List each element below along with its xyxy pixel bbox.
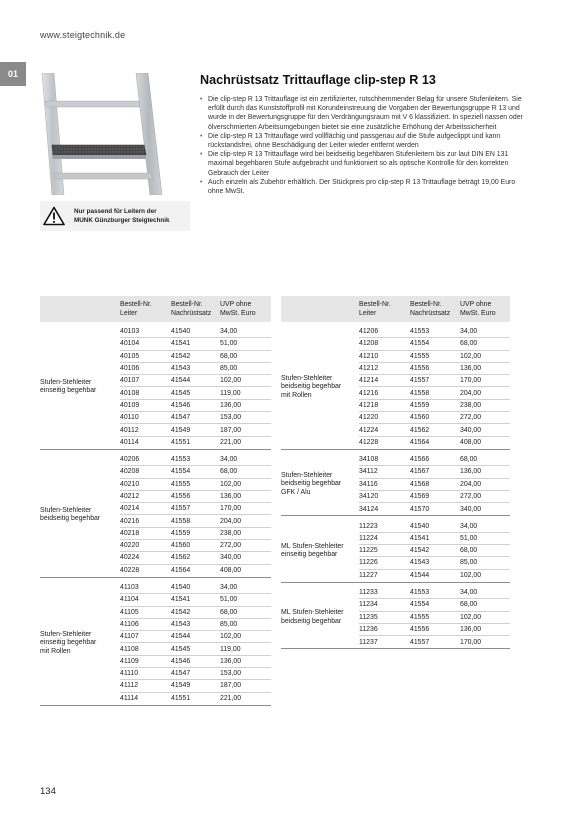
table-row <box>120 326 271 338</box>
ladder-number: 41216 <box>359 389 379 397</box>
retrofit-number: 41543 <box>410 559 430 567</box>
price-table-left <box>40 296 271 706</box>
retrofit-number: 41556 <box>410 365 430 373</box>
group-rows <box>120 326 271 449</box>
ladder-number: 40104 <box>120 340 140 348</box>
price: 68,00 <box>220 352 238 360</box>
ladder-number: 40218 <box>120 529 140 537</box>
ladder-number: 40214 <box>120 505 140 513</box>
price: 34,00 <box>220 584 238 592</box>
ladder-number: 40114 <box>120 439 139 447</box>
retrofit-number: 41545 <box>171 389 191 397</box>
feature-list <box>200 95 530 196</box>
table-row <box>120 454 271 466</box>
table-row <box>359 587 510 599</box>
retrofit-number: 41541 <box>171 596 191 604</box>
ladder-number: 11236 <box>359 625 378 633</box>
ladder-number: 41208 <box>359 340 379 348</box>
ladder-number: 11223 <box>359 522 378 530</box>
retrofit-number: 41554 <box>410 601 430 609</box>
group-label: Stufen-Stehleiter beidseitig begehbar <box>40 506 101 523</box>
ladder-number: 40108 <box>120 389 140 397</box>
page-number: 134 <box>40 786 56 797</box>
compatibility-note <box>40 201 190 231</box>
warning-triangle-icon <box>40 201 68 231</box>
retrofit-number: 41540 <box>171 584 191 592</box>
group-rows <box>359 454 510 515</box>
price: 102,00 <box>460 352 482 360</box>
table-row <box>120 491 271 503</box>
price: 340,00 <box>220 554 242 562</box>
table-row <box>120 680 271 692</box>
table-row <box>359 599 510 611</box>
product-group <box>40 582 271 706</box>
table-row <box>120 631 271 643</box>
ladder-number: 40206 <box>120 456 140 464</box>
price: 102,00 <box>220 377 242 385</box>
ladder-number: 34116 <box>359 480 378 488</box>
price: 68,00 <box>220 468 238 476</box>
retrofit-number: 41569 <box>410 493 430 500</box>
ladder-number: 41114 <box>120 695 139 703</box>
group-label: Stufen-Stehleiter beidseitig begehbar GFK / Alu <box>281 471 342 496</box>
price: 102,00 <box>460 572 482 580</box>
table-row <box>120 540 271 552</box>
table-row <box>120 565 271 577</box>
retrofit-number: 41541 <box>410 534 430 542</box>
table-row <box>359 375 510 387</box>
ladder-number: 40107 <box>120 377 140 385</box>
price: 340,00 <box>460 426 482 434</box>
product-title: Nachrüstsatz Trittauflage clip-step R 13 <box>200 73 436 87</box>
retrofit-number: 41542 <box>410 547 430 555</box>
price: 34,00 <box>460 328 478 336</box>
ladder-number: 41206 <box>359 328 379 336</box>
table-row <box>359 612 510 624</box>
table-row <box>359 400 510 412</box>
price: 68,00 <box>460 340 478 348</box>
retrofit-number: 41542 <box>171 352 191 360</box>
price: 51,00 <box>220 596 238 604</box>
retrofit-number: 41544 <box>410 572 430 580</box>
price: 34,00 <box>220 456 238 464</box>
ladder-number: 40106 <box>120 365 140 373</box>
price: 272,00 <box>220 542 242 550</box>
price: 119,00 <box>220 645 241 653</box>
column-header: UVP ohne MwSt. Euro <box>460 301 496 317</box>
price-table-right <box>281 296 510 649</box>
table-row <box>120 400 271 412</box>
retrofit-number: 41556 <box>171 493 191 500</box>
price: 136,00 <box>220 657 242 665</box>
table-row <box>359 545 510 557</box>
retrofit-number: 41568 <box>410 480 430 488</box>
retrofit-number: 41554 <box>410 340 430 348</box>
site-url[interactable]: www.steigtechnik.de <box>40 30 126 40</box>
table-row <box>120 607 271 619</box>
table-row <box>359 570 510 582</box>
retrofit-number: 41554 <box>171 468 191 476</box>
table-row <box>120 693 271 705</box>
ladder-number: 40112 <box>120 426 139 434</box>
group-label: Stufen-Stehleiter einseitig begehbar mit Rollen <box>40 630 97 655</box>
retrofit-number: 41566 <box>410 456 430 464</box>
table-row <box>359 479 510 491</box>
ladder-number: 40212 <box>120 493 140 500</box>
retrofit-number: 41542 <box>171 608 191 616</box>
feature-item: • Die clip-step R 13 Trittauflage wird vollflächig und passgenau auf die Stufe aufgeclippt und kann rückstandsfrei, ohne Beschädigung der Leiter wieder entfernt werden <box>200 132 530 150</box>
price: 408,00 <box>220 567 242 575</box>
retrofit-number: 41557 <box>410 377 430 385</box>
group-label: ML Stufen-Stehleiter einseitig begehbar <box>281 542 344 559</box>
ladder-number: 40110 <box>120 414 139 422</box>
retrofit-number: 41556 <box>410 625 430 633</box>
price: 272,00 <box>460 493 482 500</box>
ladder-number: 40208 <box>120 468 140 476</box>
column-header: UVP ohne MwSt. Euro <box>220 301 256 317</box>
ladder-number: 11224 <box>359 534 378 542</box>
table-row <box>120 437 271 449</box>
group-rows <box>120 454 271 577</box>
table-row <box>120 412 271 424</box>
compatibility-text: Nur passend für Leitern der MUNK Günzburger Steigtechnik <box>74 208 170 224</box>
table-row <box>120 515 271 527</box>
group-rows <box>120 582 271 705</box>
retrofit-number: 41567 <box>410 468 430 476</box>
table-row <box>120 582 271 594</box>
retrofit-number: 41551 <box>171 695 191 703</box>
price: 136,00 <box>220 493 242 500</box>
price: 204,00 <box>220 517 242 525</box>
table-row <box>120 668 271 680</box>
retrofit-number: 41558 <box>171 517 191 525</box>
ladder-number: 41104 <box>120 596 139 604</box>
ladder-number: 34108 <box>359 456 379 464</box>
retrofit-number: 41541 <box>171 340 191 348</box>
table-row <box>359 491 510 503</box>
ladder-number: 41105 <box>120 608 139 616</box>
retrofit-number: 41546 <box>171 657 191 665</box>
price: 85,00 <box>220 365 238 373</box>
retrofit-number: 41560 <box>410 414 430 422</box>
table-header <box>40 296 271 322</box>
price: 136,00 <box>460 625 482 633</box>
table-row <box>120 363 271 375</box>
table-row <box>120 656 271 668</box>
column-header: Bestell-Nr. Nachrüstsatz <box>171 301 212 317</box>
retrofit-number: 41557 <box>171 505 191 513</box>
table-row <box>359 363 510 375</box>
retrofit-number: 41547 <box>171 670 191 678</box>
price: 187,00 <box>220 682 242 690</box>
price: 136,00 <box>220 401 242 409</box>
retrofit-number: 41543 <box>171 365 191 373</box>
price: 238,00 <box>460 401 482 409</box>
price: 102,00 <box>220 480 242 488</box>
ladder-number: 40216 <box>120 517 140 525</box>
header-spacer <box>281 296 359 322</box>
table-row <box>359 326 510 338</box>
ladder-number: 41107 <box>120 633 139 641</box>
ladder-number: 40103 <box>120 328 140 336</box>
retrofit-number: 41557 <box>410 638 430 646</box>
table-row <box>120 387 271 399</box>
ladder-number: 11233 <box>359 589 378 597</box>
table-row <box>359 437 510 449</box>
price: 68,00 <box>220 608 238 616</box>
ladder-number: 11235 <box>359 613 378 621</box>
retrofit-number: 41553 <box>410 589 430 597</box>
table-row <box>359 636 510 648</box>
group-label: Stufen-Stehleiter einseitig begehbar <box>40 378 97 395</box>
feature-item: • Die clip-step R 13 Trittauflage wird bei beidseitig begehbaren Stufenleitern bis zur laut DIN EN 131 maximal begehbaren Stufe aufgebracht und funktioniert so als optische Kontrolle für den korrekten Gebrauch der Leiter <box>200 150 530 178</box>
feature-item: • Auch einzeln als Zubehör erhältlich. Der Stückpreis pro clip-step R 13 Trittauflage beträgt 19,00 Euro ohne MwSt. <box>200 178 530 196</box>
retrofit-number: 41553 <box>171 456 191 464</box>
table-row <box>359 387 510 399</box>
ladder-number: 34112 <box>359 468 378 476</box>
group-rows <box>359 520 510 581</box>
ladder-number: 41220 <box>359 414 379 422</box>
price: 153,00 <box>220 670 242 678</box>
price: 85,00 <box>220 620 238 628</box>
table-row <box>120 503 271 515</box>
ladder-number: 34124 <box>359 505 379 513</box>
ladder-number: 41110 <box>120 670 139 678</box>
ladder-number: 41103 <box>120 584 139 592</box>
ladder-number: 11237 <box>359 638 378 646</box>
retrofit-number: 41540 <box>410 522 430 530</box>
ladder-number: 41112 <box>120 682 139 690</box>
retrofit-number: 41555 <box>410 613 430 621</box>
price: 272,00 <box>460 414 482 422</box>
table-row <box>359 412 510 424</box>
table-row <box>120 338 271 350</box>
retrofit-number: 41559 <box>410 401 430 409</box>
table-row <box>120 594 271 606</box>
ladder-number: 40228 <box>120 567 140 575</box>
retrofit-number: 41562 <box>410 426 430 434</box>
price: 34,00 <box>460 589 478 597</box>
retrofit-number: 41560 <box>171 542 191 550</box>
price: 51,00 <box>460 534 478 542</box>
price: 238,00 <box>220 529 242 537</box>
column-header: Bestell-Nr. Leiter <box>359 301 391 317</box>
ladder-number: 11226 <box>359 559 378 567</box>
ladder-number: 34120 <box>359 493 379 500</box>
group-label: ML Stufen-Stehleiter beidseitig begehbar <box>281 609 344 625</box>
price: 187,00 <box>220 426 242 434</box>
ladder-number: 41109 <box>120 657 139 665</box>
table-row <box>120 466 271 478</box>
price: 204,00 <box>460 389 482 397</box>
price: 51,00 <box>220 340 238 348</box>
retrofit-number: 41549 <box>171 682 191 690</box>
price: 102,00 <box>460 613 482 621</box>
product-group <box>40 454 271 578</box>
table-row <box>120 479 271 491</box>
ladder-number: 41108 <box>120 645 139 653</box>
column-header: Bestell-Nr. Nachrüstsatz <box>410 301 451 317</box>
table-row <box>359 520 510 532</box>
price: 153,00 <box>220 414 242 422</box>
price: 34,00 <box>460 522 478 530</box>
table-row <box>359 533 510 545</box>
ladder-number: 11234 <box>359 601 378 609</box>
price: 85,00 <box>460 559 478 567</box>
group-rows <box>359 587 510 648</box>
group-label: Stufen-Stehleiter beidseitig begehbar mit Rollen <box>281 374 342 399</box>
price: 68,00 <box>460 601 478 609</box>
price: 408,00 <box>460 439 482 447</box>
price: 170,00 <box>460 377 482 385</box>
table-row <box>120 643 271 655</box>
price: 340,00 <box>460 505 482 513</box>
ladder-number: 40109 <box>120 401 140 409</box>
ladder-number: 40210 <box>120 480 140 488</box>
ladder-number: 11227 <box>359 572 378 580</box>
table-row <box>120 351 271 363</box>
price: 119,00 <box>220 389 241 397</box>
retrofit-number: 41543 <box>171 620 191 628</box>
table-body <box>40 322 271 706</box>
ladder-number: 41214 <box>359 377 379 385</box>
table-row <box>120 528 271 540</box>
price: 204,00 <box>460 480 482 488</box>
retrofit-number: 41570 <box>410 505 430 513</box>
ladder-number: 41224 <box>359 426 379 434</box>
retrofit-number: 41544 <box>171 377 191 385</box>
product-group <box>281 454 510 516</box>
table-row <box>120 619 271 631</box>
ladder-number: 40220 <box>120 542 140 550</box>
price: 68,00 <box>460 547 478 555</box>
price: 102,00 <box>220 633 242 641</box>
product-group <box>281 326 510 450</box>
price: 136,00 <box>460 365 482 373</box>
retrofit-number: 41547 <box>171 414 191 422</box>
retrofit-number: 41546 <box>171 401 191 409</box>
retrofit-number: 41559 <box>171 529 191 537</box>
retrofit-number: 41555 <box>410 352 430 360</box>
price: 68,00 <box>460 456 478 464</box>
retrofit-number: 41564 <box>410 439 430 447</box>
retrofit-number: 41558 <box>410 389 430 397</box>
ladder-number: 11225 <box>359 547 378 555</box>
retrofit-number: 41540 <box>171 328 191 336</box>
retrofit-number: 41564 <box>171 567 191 575</box>
retrofit-number: 41555 <box>171 480 191 488</box>
table-row <box>359 624 510 636</box>
ladder-number: 40224 <box>120 554 140 562</box>
header-spacer <box>40 296 120 322</box>
table-row <box>359 338 510 350</box>
ladder-number: 40105 <box>120 352 140 360</box>
price: 170,00 <box>220 505 242 513</box>
ladder-number: 41106 <box>120 620 139 628</box>
retrofit-number: 41544 <box>171 633 191 641</box>
table-row <box>359 424 510 436</box>
table-row <box>359 503 510 515</box>
price: 136,00 <box>460 468 482 476</box>
price: 221,00 <box>220 695 242 703</box>
price: 170,00 <box>460 638 482 646</box>
table-row <box>120 424 271 436</box>
chapter-tab: 01 <box>0 62 26 86</box>
table-row <box>359 466 510 478</box>
table-body <box>281 322 510 649</box>
ladder-number: 41210 <box>359 352 379 360</box>
retrofit-number: 41549 <box>171 426 191 434</box>
table-row <box>359 351 510 363</box>
feature-item: • Die clip-step R 13 Trittauflage ist ein zertifizierter, rutschhemmender Belag für unsere Stufenleitern. Sie erfüllt durch das Kunststoffprofil mit Korundeinstreuung die Vorgaben der Bewertungsgruppe R 13 und wurde in der Bewertungsgruppe für den Verdrängungsraum mit V 6 klassifiziert. In speziell nassen oder ölverschmierten Arbeitsumgebungen bietet sie eine zusätzliche Erhöhung der Arbeitssicherheit <box>200 95 530 132</box>
group-rows <box>359 326 510 449</box>
product-group <box>281 520 510 582</box>
table-row <box>120 375 271 387</box>
price: 34,00 <box>220 328 238 336</box>
product-group <box>281 587 510 649</box>
table-row <box>120 552 271 564</box>
price: 221,00 <box>220 439 242 447</box>
retrofit-number: 41562 <box>171 554 191 562</box>
ladder-number: 41212 <box>359 365 379 373</box>
retrofit-number: 41545 <box>171 645 191 653</box>
column-header: Bestell-Nr. Leiter <box>120 301 152 317</box>
retrofit-number: 41553 <box>410 328 430 336</box>
product-group <box>40 326 271 450</box>
product-photo <box>40 73 190 195</box>
ladder-number: 41228 <box>359 439 379 447</box>
table-row <box>359 557 510 569</box>
table-header <box>281 296 510 322</box>
table-row <box>359 454 510 466</box>
ladder-number: 41218 <box>359 401 379 409</box>
retrofit-number: 41551 <box>171 439 191 447</box>
